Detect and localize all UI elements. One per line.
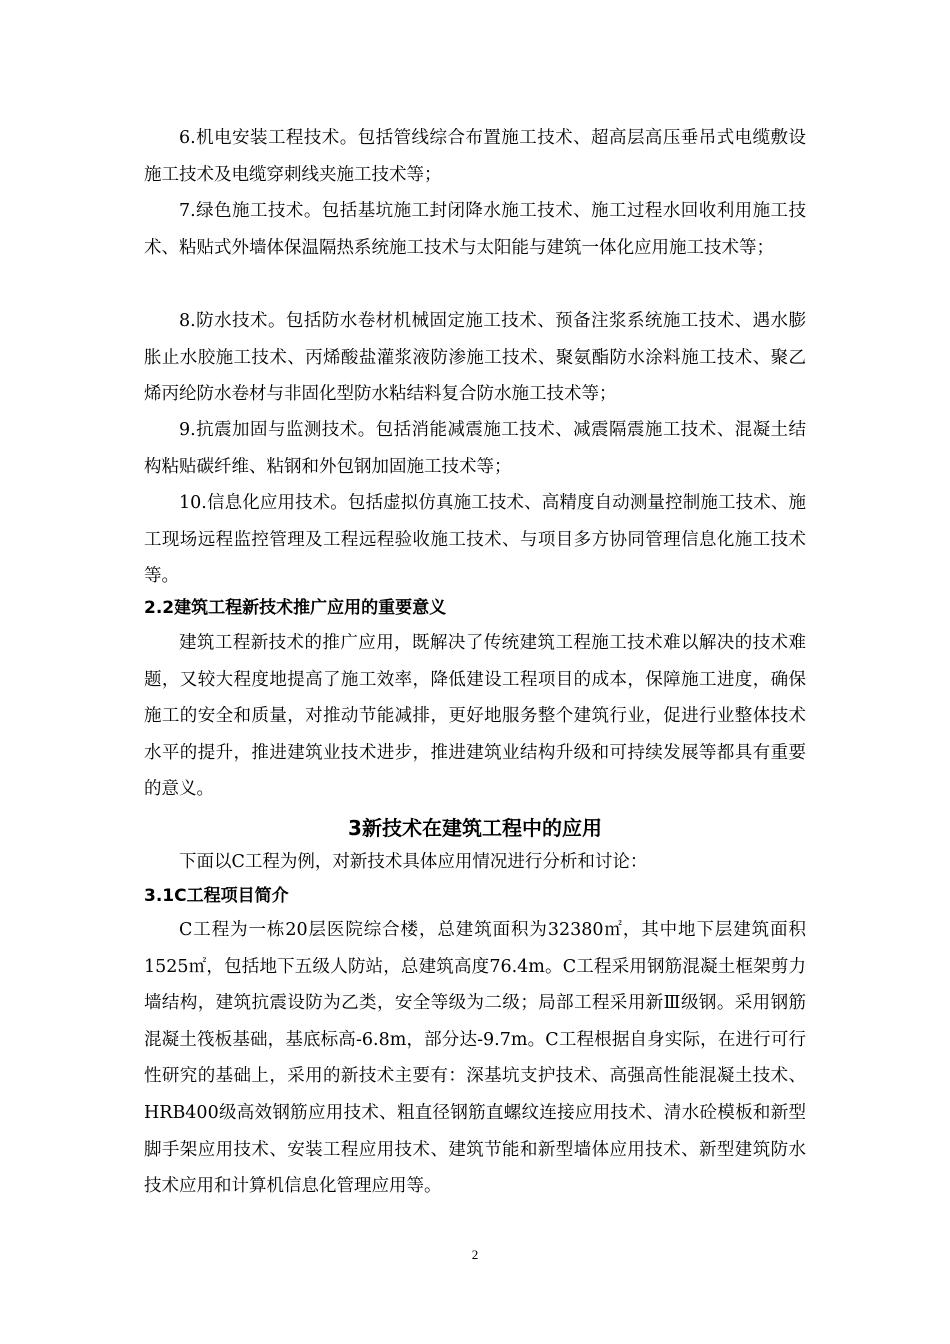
paragraph-text: 9.抗震加固与监测技术。包括消能减震施工技术、减震隔震施工技术、混凝土结构粘贴碳纤维、粘钢和外包钢加固施工技术等； [144, 420, 806, 477]
paragraph-item-8 [144, 303, 806, 413]
paragraph-item-10 [144, 485, 806, 595]
section-heading-3-1: 3.1C工程项目简介 [144, 886, 289, 906]
paragraph-text: C工程为一栋20层医院综合楼，总建筑面积为32380㎡，其中地下层建筑面积1525㎡，包括地下五级人防站，总建筑高度76.4m。C工程采用钢筋混凝土框架剪力墙结构，建筑抗震设防为乙类，安全等级为二级；局部工程采用新Ⅲ级钢。采用钢筋混凝土筏板基础，基底标高-6.8m，部分达-9.7m。C工程根据自身实际，在进行可行性研究的基础上，采用的新技术主要有：深基坑支护技术、高强高性能混凝土技术、HRB400级高效钢筋应用技术、粗直径钢筋直螺纹连接应用技术、清水砼模板和新型脚手架应用技术、安装工程应用技术、建筑节能和新型墙体应用技术、新型建筑防水技术应用和计算机信息化管理应用等。 [144, 920, 806, 1197]
section-heading-2-2: 2.2建筑工程新技术推广应用的重要意义 [144, 598, 447, 618]
paragraph-text: 下面以C工程为例，对新技术具体应用情况进行分析和讨论： [179, 852, 648, 872]
paragraph-item-9 [144, 412, 806, 485]
paragraph-text: 6.机电安装工程技术。包括管线综合布置施工技术、超高层高压垂吊式电缆敷设施工技术及电缆穿刺线夹施工技术等； [144, 128, 806, 185]
page-number: 2 [471, 1247, 479, 1262]
paragraph-item-6 [144, 120, 806, 193]
paragraph-item-7 [144, 193, 806, 266]
chapter-heading-3: 3新技术在建筑工程中的应用 [348, 816, 602, 840]
paragraph-text: 10.信息化应用技术。包括虚拟仿真施工技术、高精度自动测量控制施工技术、施工现场远程监控管理及工程远程验收施工技术、与项目多方协同管理信息化施工技术等。 [144, 493, 806, 587]
paragraph-significance [144, 625, 806, 808]
paragraph-intro-3 [144, 844, 806, 881]
paragraph-text: 7.绿色施工技术。包括基坑施工封闭降水施工技术、施工过程水回收利用施工技术、粘贴式外墙体保温隔热系统施工技术与太阳能与建筑一体化应用施工技术等； [144, 201, 806, 258]
paragraph-project-intro [144, 912, 806, 1205]
paragraph-text: 建筑工程新技术的推广应用，既解决了传统建筑工程施工技术难以解决的技术难题，又较大程度地提高了施工效率，降低建设工程项目的成本，保障施工进度，确保施工的安全和质量，对推动节能减排，更好地服务整个建筑行业，促进行业整体技术水平的提升，推进建筑业技术进步，推进建筑业结构升级和可持续发展等都具有重要的意义。 [144, 633, 806, 800]
paragraph-text: 8.防水技术。包括防水卷材机械固定施工技术、预备注浆系统施工技术、遇水膨胀止水胶施工技术、丙烯酸盐灌浆液防渗施工技术、聚氨酯防水涂料施工技术、聚乙烯丙纶防水卷材与非固化型防水粘结料复合防水施工技术等； [144, 311, 806, 405]
